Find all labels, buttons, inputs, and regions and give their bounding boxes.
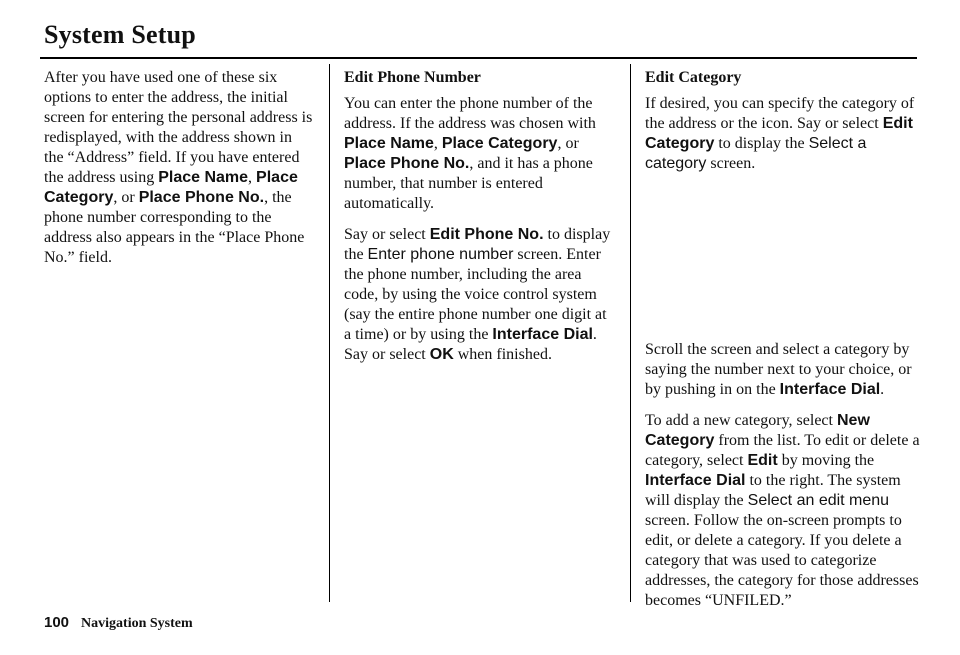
edit-phone-term: Edit Phone No. [429, 226, 544, 243]
edit-category-term: Edit Category [645, 115, 913, 152]
edit-phone-heading: Edit Phone Number [344, 69, 481, 86]
place-name-term: Place Name [158, 169, 249, 186]
edit-phone-paragraph-2: Say or select Edit Phone No. to display the Enter phone number screen. Enter the phone number, including the area code, by using the voice control system (say the entire phone number one digit at a time) or by using the Interface Dial. Say or select OK when finished. [344, 226, 611, 363]
title-rule [40, 57, 917, 59]
edit-category-paragraph-1: If desired, you can specify the category of the address or the icon. Say or select Edit Category to display the Select a category screen. [645, 95, 915, 172]
edit-term: Edit [747, 452, 778, 469]
interface-dial-term: Interface Dial [779, 381, 881, 398]
place-category-term: Place Category [44, 169, 298, 206]
column-edit-phone [344, 68, 616, 376]
place-phone-term: Place Phone No. [344, 155, 470, 172]
enter-phone-screen-term: Enter phone number [367, 246, 514, 263]
edit-phone-paragraph-1: You can enter the phone number of the address. If the address was chosen with Place Name, Place Category, or Place Phone No., and it has a phone number, that number is entered automatically. [344, 95, 596, 212]
select-category-screen-term: Select a category [645, 135, 867, 172]
column-divider-2 [630, 64, 631, 602]
edit-category-heading: Edit Category [645, 69, 742, 86]
intro-paragraph: After you have used one of these six options to enter the address, the initial screen for entering the personal address is redisplayed, with the address shown in the “Address” field. If you have entered the address using Place Name, Place Category, or Place Phone No., the phone number corresponding to the address also appears in the “Place Phone No.” field. [44, 69, 313, 266]
edit-category-paragraph-3: To add a new category, select New Category from the list. To edit or delete a category, select Edit by moving the Interface Dial to the right. The system will display the Select an edit menu screen. Follow the on-screen prompts to edit, or delete a category. If you delete a category that was used to categorize addresses, the category for those addresses becomes “UNFILED.” [645, 412, 920, 609]
place-phone-term: Place Phone No. [138, 189, 265, 206]
column-edit-category [645, 68, 923, 185]
page-number: 100 [44, 614, 70, 631]
place-category-term: Place Category [441, 135, 558, 152]
interface-dial-term: Interface Dial [645, 472, 746, 489]
new-category-term: New Category [645, 412, 870, 449]
footer-section: Navigation System [81, 616, 193, 631]
place-name-term: Place Name [344, 135, 434, 152]
interface-dial-term: Interface Dial [492, 326, 593, 343]
column-divider-1 [329, 64, 330, 602]
page-title: System Setup [44, 20, 196, 49]
column-intro [44, 68, 314, 279]
select-edit-menu-screen-term: Select an edit menu [747, 492, 890, 509]
page-footer [44, 614, 193, 632]
ok-term: OK [429, 346, 454, 363]
column-edit-category-continued [645, 340, 923, 622]
edit-category-paragraph-2: Scroll the screen and select a category by saying the number next to your choice, or by pushing in on the Interface Dial. [645, 341, 912, 398]
